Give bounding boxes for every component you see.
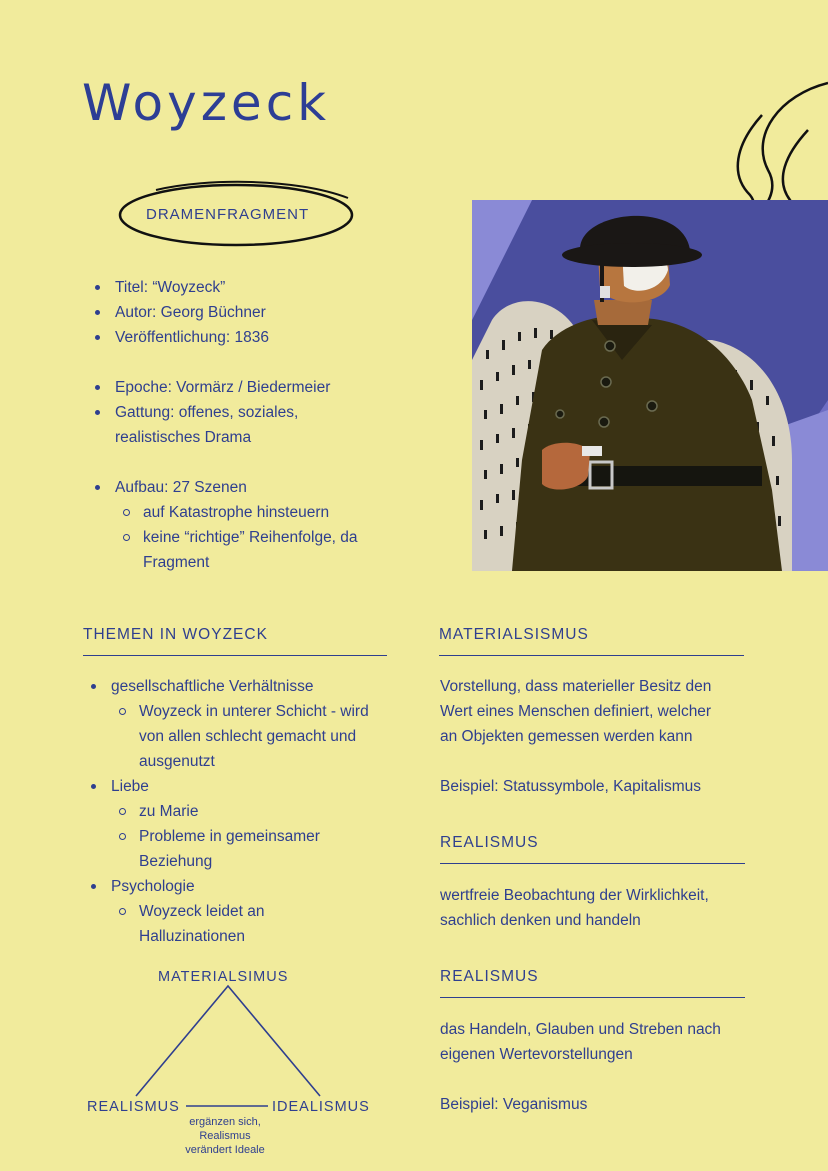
- list-item: Veröffentlichung: 1836: [83, 325, 413, 350]
- list-item: Woyzeck in unterer Schicht - wird: [79, 699, 409, 724]
- triangle-diagram: [130, 980, 330, 1110]
- list-item: Halluzinationen: [139, 928, 245, 945]
- list-item: Liebe: [79, 774, 409, 799]
- triangle-right-label: IDEALISMUS: [272, 1099, 370, 1115]
- section-text-realismus: wertfreie Beobachtung der Wirklichkeit, sachlich denken und handeln: [440, 887, 709, 929]
- list-item: Psychologie: [79, 874, 409, 899]
- section-example: Beispiel: Veganismus: [440, 1096, 588, 1113]
- intro-list: [83, 275, 413, 575]
- list-item: von allen schlecht gemacht und: [139, 728, 357, 745]
- list-item: Beziehung: [139, 853, 213, 870]
- list-item: Woyzeck leidet an: [79, 899, 409, 924]
- list-item: realistisches Drama: [115, 429, 252, 446]
- triangle-top-label: MATERIALSIMUS: [158, 969, 289, 985]
- section-example: Beispiel: Statussymbole, Kapitalismus: [440, 778, 702, 795]
- section-heading-materialismus: MATERIALSISMUS: [439, 626, 744, 656]
- list-item: Gattung: offenes, soziales,: [83, 400, 413, 425]
- page-title: Woyzeck: [82, 74, 331, 132]
- list-item: auf Katastrophe hinsteuern: [83, 500, 413, 525]
- list-item: Fragment: [143, 554, 210, 571]
- themes-heading: THEMEN IN WOYZECK: [83, 626, 387, 656]
- list-item: Autor: Georg Büchner: [83, 300, 413, 325]
- themes-list: [79, 674, 409, 949]
- list-item: Titel: “Woyzeck”: [83, 275, 413, 300]
- soldier-illustration: [472, 200, 828, 571]
- list-item: keine “richtige” Reihenfolge, da: [83, 525, 413, 550]
- section-text-realismus-2: das Handeln, Glauben und Streben nach eigenen Wertevorstellungen Beispiel: Veganismus: [440, 1017, 760, 1117]
- list-item: Probleme in gemeinsamer: [79, 824, 409, 849]
- list-item: ausgenutzt: [139, 753, 215, 770]
- list-item: Aufbau: 27 Szenen: [83, 475, 413, 500]
- triangle-left-label: REALISMUS: [87, 1099, 180, 1115]
- section-heading-realismus-2: REALISMUS: [440, 968, 745, 998]
- list-item: Epoche: Vormärz / Biedermeier: [83, 375, 413, 400]
- section-heading-realismus: REALISMUS: [440, 834, 745, 864]
- list-item: zu Marie: [79, 799, 409, 824]
- category-label: DRAMENFRAGMENT: [146, 206, 310, 223]
- list-item: gesellschaftliche Verhältnisse: [79, 674, 409, 699]
- section-text-materialismus: Vorstellung, dass materieller Besitz den Wert eines Menschen definiert, welcher an Objekten gemessen werden kann Beispiel: Statussymbole, Kapitalismus: [440, 674, 760, 799]
- triangle-note: ergänzen sich, Realismus verändert Ideale: [185, 1116, 265, 1156]
